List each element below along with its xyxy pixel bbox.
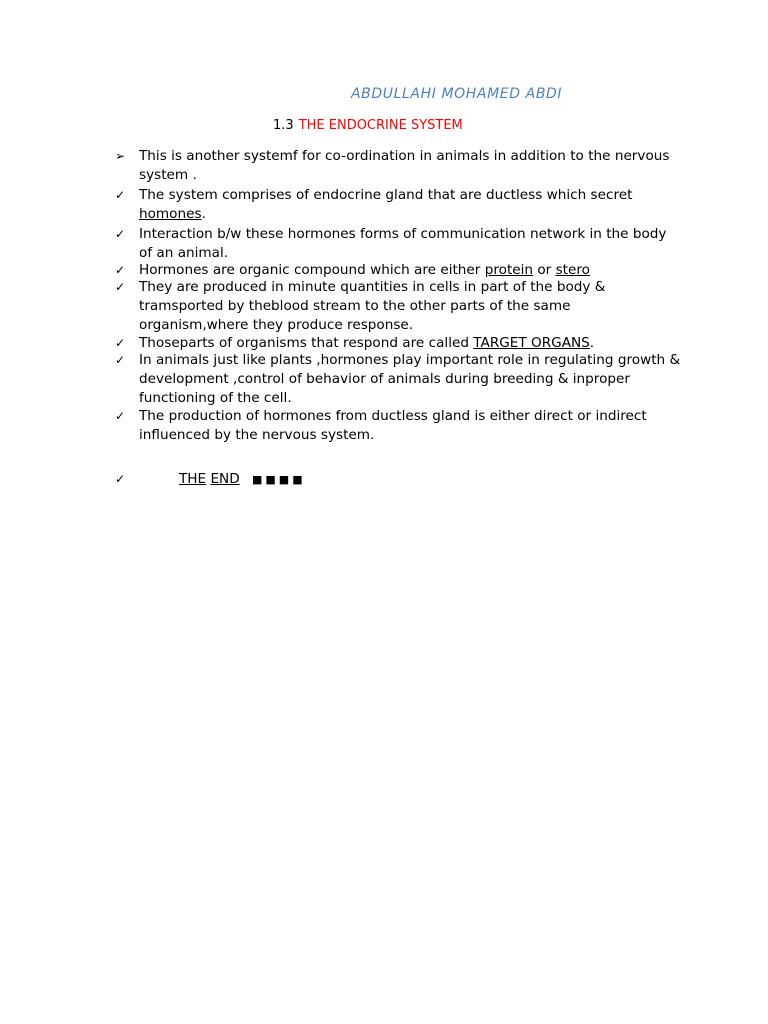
item-text: They are produced in minute quantities in cells in part of the body & tramsported by theblood stream to the other parts of the same organism,where they produce response. [139,279,606,333]
item-text: The system comprises of endocrine gland that are ductless which secret [139,187,633,203]
square-marks: ■■■■ [252,473,306,486]
item-text: Hormones are organic compound which are either [139,262,485,278]
underlined-word: TARGET ORGANS [473,335,590,351]
check-bullet-icon: ✓ [115,188,126,202]
check-bullet-icon: ✓ [115,353,126,367]
section-number: 1.3 [273,118,294,133]
item-text: Thoseparts of organisms that respond are called [139,335,474,351]
bullet-list [112,147,682,445]
end-word-end: END [210,471,240,487]
check-bullet-icon: ✓ [115,227,126,241]
check-bullet-icon: ✓ [115,409,126,423]
check-bullet-icon: ✓ [115,263,126,277]
list-item [112,407,682,445]
list-item [112,225,682,263]
item-text: In animals just like plants ,hormones play important role in regulating growth & development ,control of behavior of animals during breeding & inproper functioning of the cell. [139,352,681,406]
underlined-word: stero [555,262,590,278]
check-bullet-icon: ✓ [115,280,126,294]
check-bullet-icon: ✓ [115,336,126,350]
item-text-end: . [201,206,206,222]
list-item [112,147,682,185]
item-text: This is another systemf for co-ordination in animals in addition to the nervous system . [139,148,670,183]
section-heading [273,118,463,133]
list-item [112,278,682,335]
underlined-word: protein [484,262,534,278]
end-line [112,470,306,489]
author-name: ABDULLAHI MOHAMED ABDI [351,86,563,102]
item-text: The production of hormones from ductless gland is either direct or indirect influenced by the nervous system. [139,408,647,443]
list-item [112,351,682,408]
item-text-end: . [589,335,595,351]
check-bullet-icon: ✓ [115,472,126,486]
item-text: Interaction b/w these hormones forms of communication network in the body of an animal. [139,226,667,261]
list-item [112,186,682,224]
end-word-the: THE [179,471,207,487]
underlined-word: homones [139,206,202,222]
arrow-bullet-icon: ➢ [115,149,126,163]
section-title: THE ENDOCRINE SYSTEM [298,118,463,133]
item-text-mid: or [533,262,556,278]
